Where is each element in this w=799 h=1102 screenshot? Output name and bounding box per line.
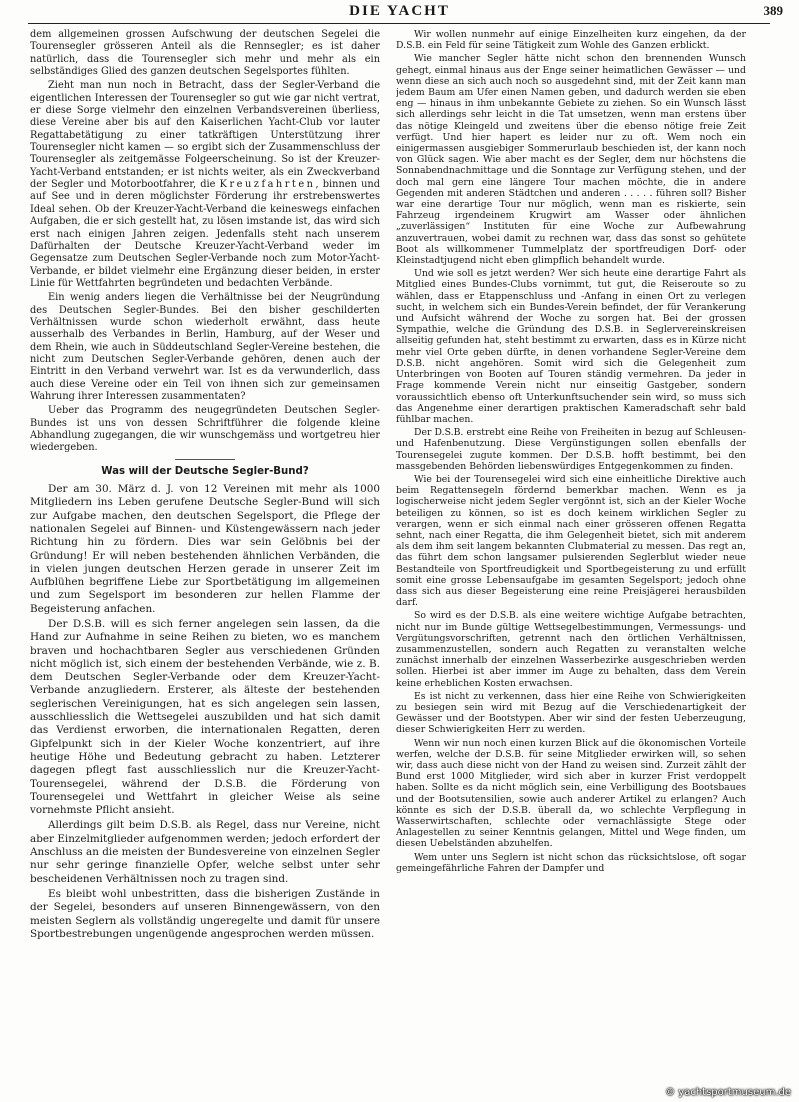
left-paragraph-1: dem allgemeinen grossen Aufschwung der deutschen Segelei die Tourensegler grösseren Anteil als die Rennsegler; es ist daher natürlich, dass die Tourensegler sich mehr und mehr als ein selbständiges Glied des ganzen deutschen Segelsportes fühlten. (30, 29, 380, 78)
left-paragraph-7: Allerdings gilt beim D.S.B. als Regel, dass nur Vereine, nicht aber Einzelmitglieder aufgenommen werden; jedoch erfordert der Anschluss an die meisten der Bundesvereine von einzelnen Segler nur sehr geringe finanzielle Opfer, welche selbst unter sehr bescheidenen Verhältnissen noch zu tragen sind. (30, 819, 380, 885)
left-paragraph-2 (30, 80, 380, 290)
left-paragraph-5: Der am 30. März d. J. von 12 Vereinen mit mehr als 1000 Mitgliedern ins Leben gerufene Deutsche Segler-Bund will sich zur Aufgabe machen, den deutschen Segelsport, die Pflege der nationalen Segelei auf Binnen- und Küstengewässern nach jeder Richtung hin zu fördern. Dies war sein Gelöbnis bei der Gründung! Er will neben bestehenden ähnlichen Verbänden, die in vielen jungen deutschen Herzen gerade in unserer Zeit im Aufblühen begriffene Liebe zur Sportbetätigung im allgemeinen und zum Segelsport im besonderen zur hellen Flamme der Begeisterung anfachen. (30, 483, 380, 615)
right-paragraph-2: Wie mancher Segler hätte nicht schon den brennenden Wunsch gehegt, einmal hinaus aus der Enge seiner heimatlichen Gewässer — und wenn diese an sich auch noch so ausgedehnt sind, mit der Zeit kann man jedem Baum am Ufer einen Namen geben, und dadurch werden sie eben eng — hinaus in ihm unbekannte Gebiete zu ziehen. So ein Wunsch lässt sich allerdings sehr leicht in die Tat umsetzen, wenn man erstens über das nötige Kleingeld und zweitens über die ebenso nötige freie Zeit verfügt. Und hier hapert es leider nur zu oft. Wem noch ein einigermassen ausgiebiger Sommerurlaub beschieden ist, der kann noch von Glück sagen. Wie aber macht es der Segler, dem nur höchstens die Sonnabendnachmittage und die Sonntage zur Verfügung stehen, und der doch mal gern eine längere Tour machen möchte, die in andere Gegenden mit anderen Städtchen und anderen . . . . . führen soll? Bisher war eine derartige Tour nur möglich, wenn man es riskierte, sein Fahrzeug irgendeinem Krugwirt am Wasser oder ähnlichen „zuverlässigen“ Instituten für eine Woche zur Aufbewahrung anzuvertrauen, wobei damit zu rechnen war, dass das sonst so gehütete Boot als willkommener Tummelplatz der sportfreudigen Dorf- oder Kleinstadtjugend nicht eben glimpflich behandelt wurde. (396, 53, 746, 267)
right-paragraph-5: Wie bei der Tourensegelei wird sich eine einheitliche Direktive auch beim Regattensegeln fördernd bemerkbar machen. Wenn es ja logischerweise nicht jedem Segler vergönnt ist, sich an der Kieler Woche beteiligen zu können, so ist es doch keinem wirklichen Segler zu verargen, wenn er sich einmal nach einer grösseren offenen Regatta sehnt, nach einer Regatta, die ihm Gelegenheit bietet, sich mit anderem als dem ihm seit langem bekannten Clubmaterial zu messen. Das regt an, das führt dem schon langsamer pulsierenden Seglerblut wieder neue Bestandteile von Sportfreudigkeit und Sportbegeisterung zu und erfüllt somit eine grosse Lebensaufgabe im gesamten Segelsport; jedoch ohne dass sich aus dieser Begeisterung eine reine Preisjägerei herausbilden darf. (396, 473, 746, 609)
right-paragraph-8: Wenn wir nun noch einen kurzen Blick auf die ökonomischen Vorteile werfen, welche der D.S.B. für seine Mitglieder erwirken will, so sehen wir, dass auch diese nicht von der Hand zu weisen sind. Zurzeit zählt der Bund erst 1000 Mitglieder, wird sich aber in kurzer Frist verdoppelt haben. Sollte es da nicht möglich sein, eine Verbilligung des Bootsbaues und der Bootsutensilien, sowie auch anderer Artikel zu erlangen? Auch könnte es sich der D.S.B. überall da, wo schlechte Verpflegung in Wasserwirtschaften, schlechte oder vernachlässigte Stege oder Anlagestellen zu seiner Kenntnis gelangen, Mittel und Wege finden, um diesen Uebelständen abzuhelfen. (396, 737, 746, 850)
right-paragraph-3: Und wie soll es jetzt werden? Wer sich heute eine derartige Fahrt als Mitglied eines Bundes-Clubs vornimmt, tut gut, die Reiseroute so zu wählen, dass er Etappenschluss und -Anfang in einen Ort zu verlegen sucht, in welchem sich ein Bundes-Verein befindet, der für Verankerung und Aufsicht während der Woche zu sorgen hat. Bei der grossen Sympathie, welche die Gründung des D.S.B. in Seglervereinskreisen allseitig gefunden hat, steht bestimmt zu erwarten, dass es in Kürze nicht mehr viel Orte geben dürfte, in denen vorhandene Segler-Vereine dem D.S.B. nicht angehören. Somit wird sich die Gelegenheit zum Unterbringen von Booten auf Touren ständig vermehren. Da jeder in Frage kommende Verein nicht nur einseitig Gastgeber, sondern voraussichtlich ebenso oft Unterkunftsuchender sein wird, so muss sich das Angenehme einer derartigen praktischen Kameradschaft sehr bald fühlbar machen. (396, 268, 746, 425)
left-paragraph-3: Ein wenig anders liegen die Verhältnisse bei der Neugründung des Deutschen Segler-Bundes. Bei den bisher geschilderten Verhältnissen wurde schon wiederholt erwähnt, dass heute ausserhalb des Verbandes in Berlin, Hamburg, auf der Weser und dem Rhein, wie auch in Süddeutschland Segler-Vereine bestehen, die nicht zum Deutschen Segler-Verbande gehören, denen auch der Eintritt in den Verband verwehrt war. Ist es da verwunderlich, dass auch diese Vereine oder ein Teil von ihnen sich zur gemeinsamen Wahrung ihrer Interessen zusammentaten? (30, 292, 380, 402)
section-divider (175, 459, 235, 460)
right-paragraph-4: Der D.S.B. erstrebt eine Reihe von Freiheiten in bezug auf Schleusen- und Hafenbenutzung. Diese Vergünstigungen sollen ebenfalls der Tourensegelei zugute kommen. Der D.S.B. hofft bestimmt, bei den massgebenden Behörden liebenswürdiges Entgegenkommen zu finden. (396, 427, 746, 472)
left-paragraph-4: Ueber das Programm des neugegründeten Deutschen Segler-Bundes ist uns von dessen Schriftführer die folgende kleine Abhandlung zugegangen, die wir wunschgemäss und wortgetreu hier wiedergeben. (30, 405, 380, 454)
left-paragraph-2-text-a: Zieht man nun noch in Betracht, dass der Segler-Verband die eigentlichen Interessen der Tourensegler so gut wie gar nicht vertrat, er diese Sorge vielmehr den einzelnen Verbandsvereinen überliess, diese Vereine aber bis auf den Kaiserlichen Yacht-Club vor lauter Regattabetätigung zu einer tatkräftigen Unterstützung ihrer Tourensegler nicht kamen — so ergibt sich der Zusammenschluss der Tourensegler als zeitgemässe Folgeerscheinung. So ist der Kreuzer-Yacht-Verband entstanden; er ist nichts weiter, als ein Zweckverband der Segler und Motorbootfahrer, die (30, 80, 380, 191)
left-column (30, 29, 380, 1084)
right-paragraph-6: So wird es der D.S.B. als eine weitere wichtige Aufgabe betrachten, nicht nur im Bunde gültige Wettsegelbestimmungen, Vermessungs- und Vergütungsvorschriften, getrennt nach den örtlichen Verhältnissen, zusammenzustellen, sondern auch Regatten zu veranstalten welche zunächst innerhalb der einzelnen Wasserbezirke ausgeschrieben werden sollen. Hierbei ist aber immer im Auge zu behalten, dass dem Verein keine erheblichen Kosten erwachsen. (396, 610, 746, 689)
magazine-title: DIE YACHT (349, 3, 450, 19)
right-column (396, 29, 746, 1084)
spaced-word-kreuzfahrten: Kreuzfahrten (219, 179, 316, 191)
watermark-credit: © yachtsportmuseum.de (665, 1087, 791, 1098)
left-paragraph-6: Der D.S.B. will es sich ferner angelegen sein lassen, da die Hand zur Aufnahme in seine Reihen zu bieten, wo es manchem braven und hochachtbaren Segler aus verschiedenen Gründen nicht möglich ist, sich einem der bestehenden Verbände, wie z. B. dem Deutschen Segler-Verbande oder dem Kreuzer-Yacht-Verbande anzugliedern. Ersterer, als älteste der bestehenden seglerischen Vereinigungen, hat es sich angelegen sein lassen, ausschliesslich die Wettsegelei auszubilden und hat sich damit das Verdienst erworben, die internationalen Regatten, deren Gipfelpunkt sich in der Kieler Woche konzentriert, auf ihre heutige Höhe und Bedeutung gebracht zu haben. Letzterer dagegen pflegt fast ausschliesslich nur die Kreuzer-Yacht-Tourensegelei, während der D.S.B. die Förderung von Tourensegelei und Wettfahrt in gleicher Weise als seine vornehmste Pflicht ansieht. (30, 618, 380, 817)
header-rule (28, 23, 770, 24)
right-paragraph-7: Es ist nicht zu verkennen, dass hier eine Reihe von Schwierigkeiten zu besiegen sein wird mit Bezug auf die Verschiedenartigkeit der Gewässer und der Bootstypen. Aber wir sind der festen Ueberzeugung, dieser Schwierigkeiten Herr zu werden. (396, 690, 746, 736)
page-number: 389 (763, 3, 783, 18)
article-subheading: Was will der Deutsche Segler-Bund? (101, 465, 309, 477)
right-paragraph-1: Wir wollen nunmehr auf einige Einzelheiten kurz eingehen, da der D.S.B. ein Feld für seine Tätigkeit zum Wohle des Ganzen erblickt. (396, 29, 746, 52)
left-paragraph-2-text-b: , binnen und auf See und in deren möglichster Förderung ihr erstrebenswertes Ideal sehen. Ob der Kreuzer-Yacht-Verband die keineswegs einfachen Aufgaben, die er sich gestellt hat, zu lösen imstande ist, das wird sich erst nach einigen Jahren zeigen. Jedenfalls steht nach unserem Dafürhalten der Deutsche Kreuzer-Yacht-Verband weder im Gegensatze zum Deutschen Segler-Verbande noch zum Motor-Yacht-Verbande, er bildet vielmehr eine Ergänzung dieser beiden, in erster Linie für Wettfahrten begründeten und bedachten Verbände. (30, 179, 380, 289)
right-paragraph-9: Wem unter uns Seglern ist nicht schon das rücksichtslose, oft sogar gemeingefährliche Fahren der Dampfer und (396, 851, 746, 874)
page-header (0, 0, 799, 22)
left-paragraph-8: Es bleibt wohl unbestritten, dass die bisherigen Zustände in der Segelei, besonders auf unseren Binnengewässern, von den meisten Seglern als vollständig ungeregelte und damit für unsere Sportbestrebungen ungenügende angesprochen werden müssen. (30, 887, 380, 940)
